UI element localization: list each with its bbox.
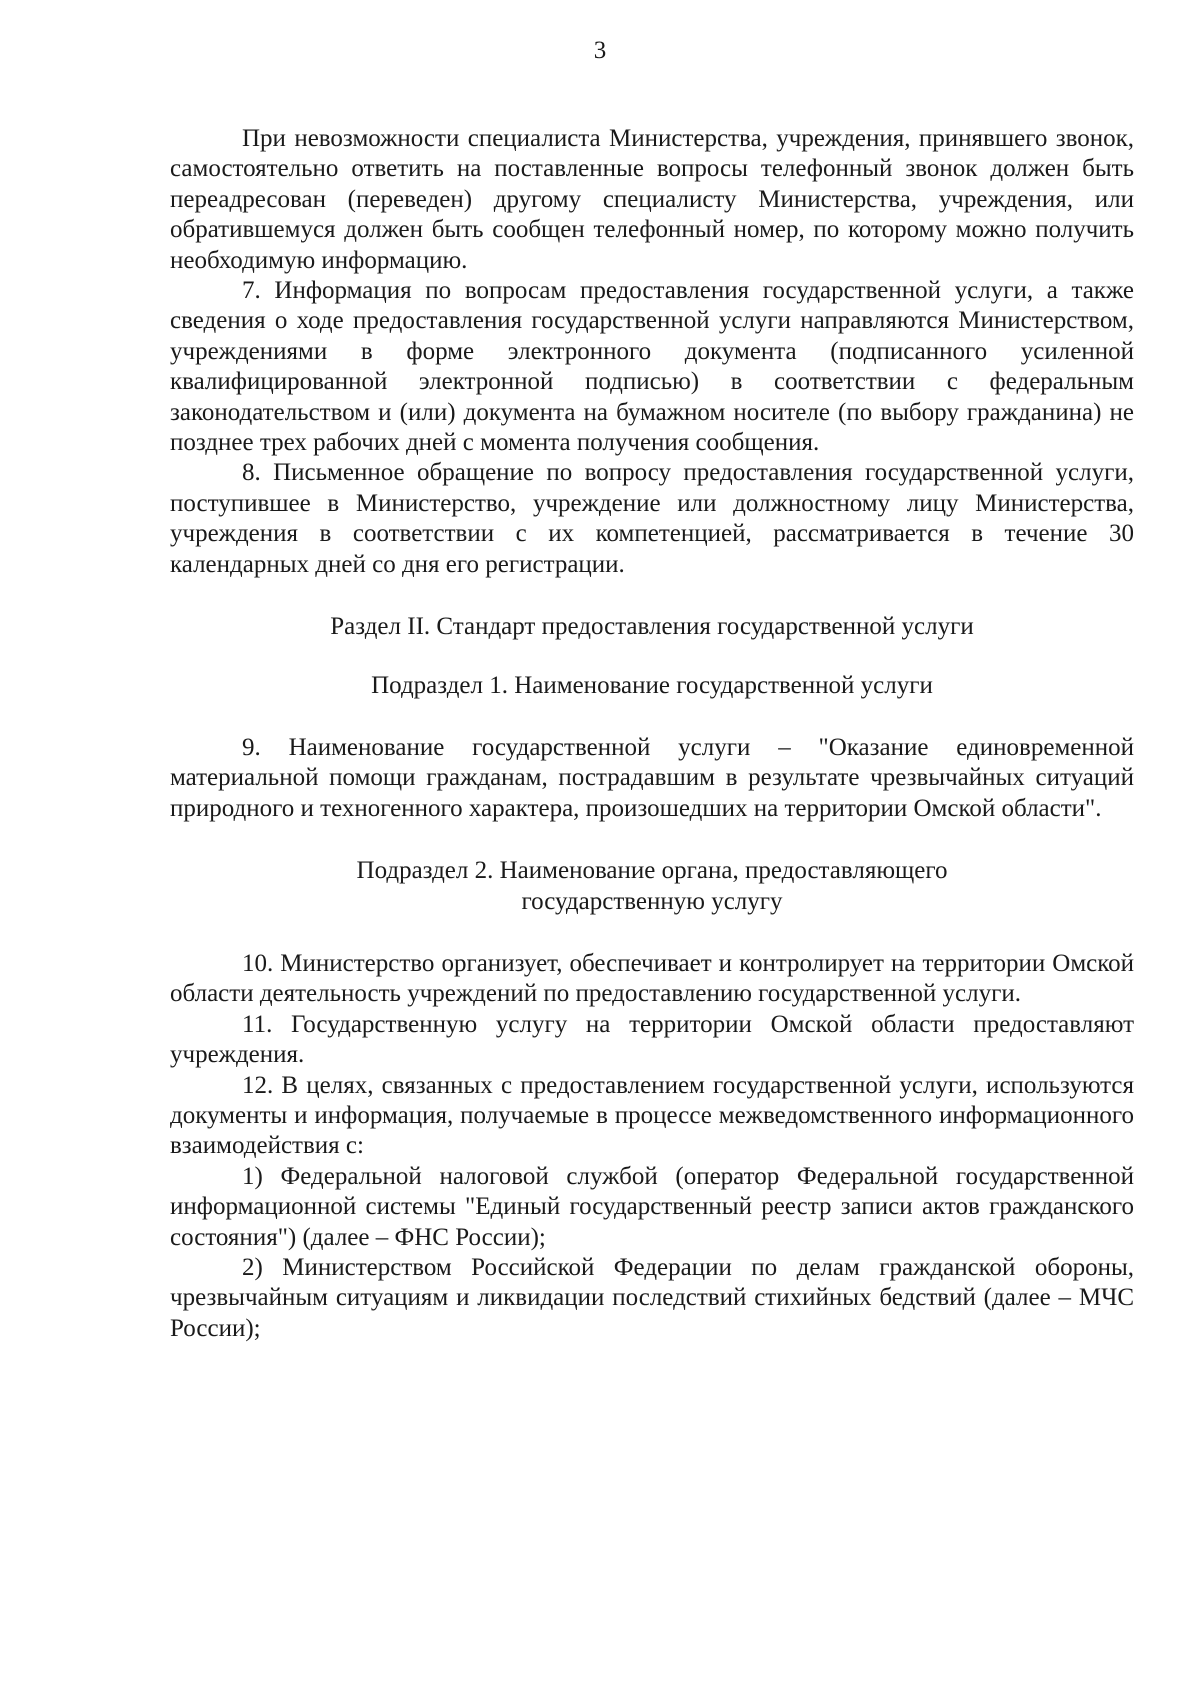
spacer <box>170 917 1134 949</box>
spacer <box>170 701 1134 733</box>
list-item-1: 1) Федеральной налоговой службой (оператор Федеральной государственной информационной системы "Единый государственный реестр записи актов гражданского состояния") (далее – ФНС России); <box>170 1162 1134 1251</box>
spacer <box>170 643 1134 671</box>
subsection-2-heading <box>170 856 1134 917</box>
paragraph-phone-redirect: При невозможности специалиста Министерства, учреждения, принявшего звонок, самостоятельно ответить на поставленные вопросы телефонный звонок должен быть переадресован (переведен) другому специалисту Министерства, учреждения, или обратившемуся должен быть сообщен телефонный номер, по которому можно получить необходимую информацию. <box>170 125 1134 274</box>
section-heading: Раздел II. Стандарт предоставления государственной услуги <box>330 613 974 641</box>
document-body <box>170 124 1134 1344</box>
paragraph-12: 12. В целях, связанных с предоставлением государственной услуги, используются документы и информация, получаемые в процессе межведомственного информационного взаимодействия с: <box>170 1071 1134 1160</box>
paragraph-9: 9. Наименование государственной услуги – "Оказание единовременной материальной помощи гражданам, пострадавшим в результате чрезвычайных ситуаций природного и техногенного характера, произошедших на территории Омской области". <box>170 733 1134 822</box>
paragraph-7: 7. Информация по вопросам предоставления государственной услуги, а также сведения о ходе предоставления государственной услуги направляются Министерством, учреждениями в форме электронного документа (подписанного усиленной квалифицированной электронной подписью) в соответствии с федеральным законодательством и (или) документа на бумажном носителе (по выбору гражданина) не позднее трех рабочих дней с момента получения сообщения. <box>170 277 1134 457</box>
page-number: 3 <box>593 37 607 64</box>
subsection-1-heading: Подраздел 1. Наименование государственной услуги <box>371 671 933 699</box>
paragraph-11: 11. Государственную услугу на территории Омской области предоставляют учреждения. <box>170 1010 1134 1069</box>
subsection-2-heading-line-1: Подраздел 2. Наименование органа, предоставляющего <box>356 857 948 885</box>
spacer <box>170 580 1134 612</box>
spacer <box>170 824 1134 856</box>
paragraph-10: 10. Министерство организует, обеспечивает и контролирует на территории Омской области деятельность учреждений по предоставлению государственной услуги. <box>170 949 1134 1008</box>
subsection-2-heading-line-2: государственную услугу <box>521 887 783 915</box>
paragraph-8: 8. Письменное обращение по вопросу предоставления государственной услуги, поступившее в Министерство, учреждение или должностному лицу Министерства, учреждения в соответствии с их компетенцией, рассматривается в течение 30 календарных дней со дня его регистрации. <box>170 459 1134 578</box>
list-item-2: 2) Министерством Российской Федерации по делам гражданской обороны, чрезвычайным ситуациям и ликвидации последствий стихийных бедствий (далее – МЧС России); <box>170 1254 1134 1342</box>
